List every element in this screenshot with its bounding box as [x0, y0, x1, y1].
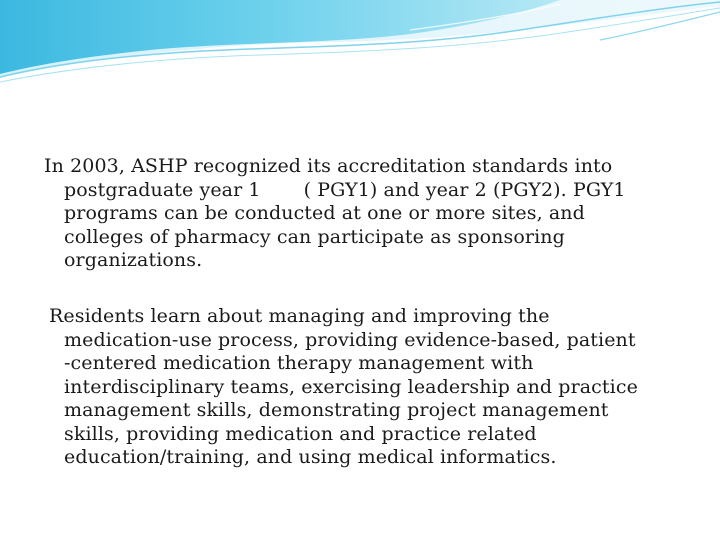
- paragraph-line: colleges of pharmacy can participate as sponsoring: [64, 225, 565, 248]
- paragraph-line: education/training, and using medical informatics.: [64, 446, 557, 468]
- paragraph-line: organizations.: [64, 249, 203, 271]
- paragraph-accreditation: [44, 155, 626, 273]
- paragraph-line: skills, providing medication and practice related: [64, 422, 537, 445]
- paragraph-line: programs can be conducted at one or more sites, and: [64, 202, 585, 224]
- paragraph-residents: [49, 305, 638, 470]
- paragraph-line: management skills, demonstrating project management: [64, 399, 609, 421]
- header-wave-decoration: [0, 0, 720, 90]
- paragraph-line: Residents learn about managing and improving the: [49, 305, 550, 327]
- paragraph-line: interdisciplinary teams, exercising leadership and practice: [64, 375, 638, 398]
- paragraph-line: In 2003, ASHP recognized its accreditation standards into: [44, 155, 613, 177]
- paragraph-line: medication-use process, providing evidence-based, patient: [64, 328, 636, 351]
- paragraph-line: -centered medication therapy management with: [64, 352, 534, 374]
- paragraph-line: postgraduate year 1 ( PGY1) and year 2 (PGY2). PGY1: [64, 178, 626, 201]
